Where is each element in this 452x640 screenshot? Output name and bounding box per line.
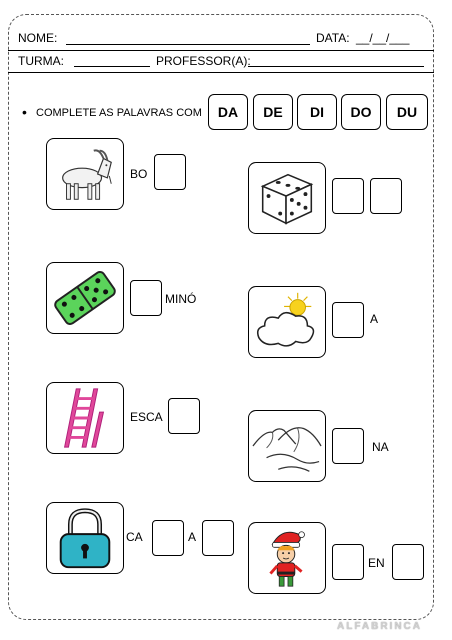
data-label: DATA: [316, 31, 350, 45]
professor-field[interactable] [248, 66, 424, 67]
answer-box[interactable] [154, 154, 186, 190]
ladder-icon [47, 383, 123, 453]
goat-picture-card [46, 138, 124, 210]
answer-box[interactable] [168, 398, 200, 434]
brand-logo: ALFABRINCA [337, 621, 422, 632]
ladder-picture-card [46, 382, 124, 454]
nome-label: NOME: [18, 31, 58, 45]
dunes-picture-card [248, 410, 326, 482]
word-part: A [188, 530, 197, 544]
syllable-du: DU [386, 94, 428, 130]
domino-icon [47, 263, 123, 333]
answer-box[interactable] [370, 178, 402, 214]
turma-label: TURMA: [18, 54, 64, 68]
syllable-do: DO [341, 94, 381, 130]
sun-cloud-picture-card [248, 286, 326, 358]
instruction-text: COMPLETE AS PALAVRAS COM [36, 107, 202, 119]
padlock-picture-card [46, 502, 124, 574]
padlock-icon [47, 503, 123, 573]
header-divider-2 [8, 72, 434, 73]
answer-box[interactable] [130, 280, 162, 316]
instruction-bullet: • [22, 104, 27, 120]
sun-cloud-icon [249, 287, 325, 357]
dice-picture-card [248, 162, 326, 234]
turma-field[interactable] [74, 66, 150, 67]
data-field[interactable]: __/__/___ [356, 31, 410, 45]
answer-box[interactable] [332, 428, 364, 464]
domino-picture-card [46, 262, 124, 334]
elf-picture-card [248, 522, 326, 594]
answer-box[interactable] [152, 520, 184, 556]
word-part: BO [130, 167, 148, 181]
elf-icon [249, 523, 325, 593]
header-divider [8, 50, 434, 51]
goat-icon [47, 139, 123, 209]
word-part: A [370, 312, 379, 326]
word-part: EN [368, 556, 385, 570]
syllable-di: DI [297, 94, 337, 130]
word-part: ESCA [130, 410, 163, 424]
dice-icon [249, 163, 325, 233]
syllable-de: DE [253, 94, 293, 130]
word-part: NA [372, 440, 389, 454]
word-part: MINÓ [165, 292, 197, 306]
nome-field[interactable] [66, 44, 310, 45]
word-part: CA [126, 530, 143, 544]
answer-box[interactable] [202, 520, 234, 556]
answer-box[interactable] [332, 302, 364, 338]
answer-box[interactable] [392, 544, 424, 580]
syllable-da: DA [208, 94, 248, 130]
professor-label: PROFESSOR(A): [156, 54, 251, 68]
answer-box[interactable] [332, 544, 364, 580]
answer-box[interactable] [332, 178, 364, 214]
dunes-icon [249, 411, 325, 481]
